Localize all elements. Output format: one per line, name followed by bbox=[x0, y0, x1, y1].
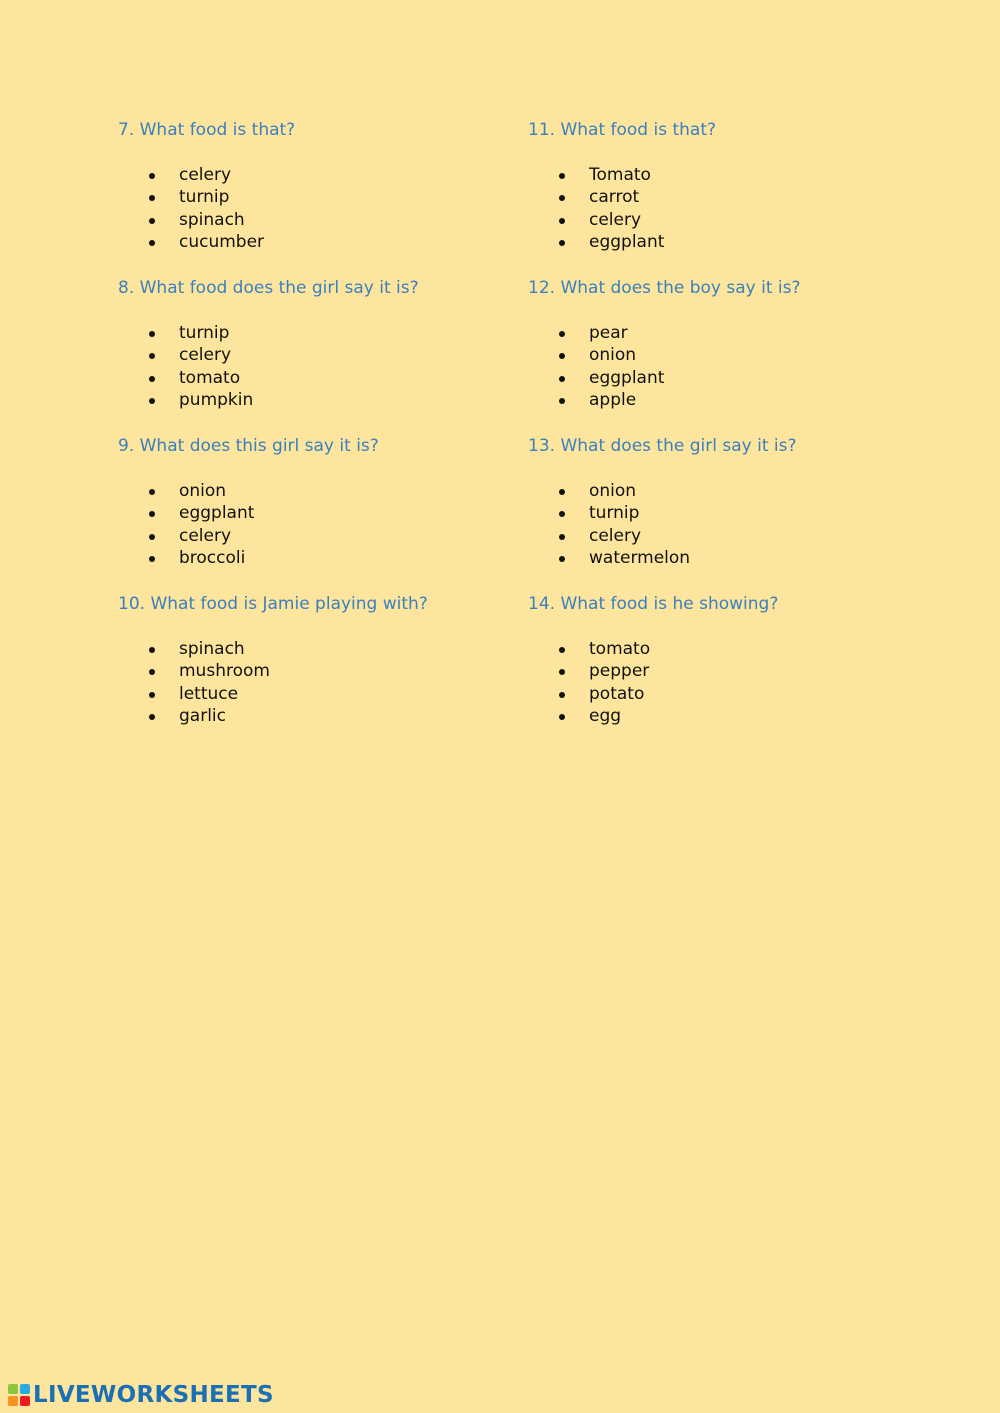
option-label: broccoli bbox=[179, 547, 246, 568]
bullet-icon bbox=[149, 353, 155, 359]
bullet-icon bbox=[559, 511, 565, 517]
question-title: 10. What food is Jamie playing with? bbox=[118, 594, 428, 614]
answer-option[interactable] bbox=[528, 389, 928, 411]
option-label: celery bbox=[179, 165, 232, 185]
bullet-icon bbox=[559, 647, 565, 653]
answer-option[interactable] bbox=[528, 705, 928, 727]
answer-option[interactable] bbox=[528, 525, 928, 547]
bullet-icon bbox=[559, 489, 565, 495]
option-label: onion bbox=[589, 345, 637, 366]
option-label: spinach bbox=[179, 639, 245, 659]
bullet-icon bbox=[149, 240, 155, 246]
bullet-icon bbox=[559, 669, 565, 675]
answer-option[interactable] bbox=[528, 502, 928, 524]
option-label: eggplant bbox=[589, 231, 665, 252]
answer-option[interactable] bbox=[118, 209, 518, 231]
question-11 bbox=[528, 118, 928, 276]
bullet-icon bbox=[149, 195, 155, 201]
option-label: celery bbox=[589, 209, 642, 230]
answer-option[interactable] bbox=[118, 231, 518, 253]
bullet-icon bbox=[149, 556, 155, 562]
answer-option[interactable] bbox=[118, 525, 518, 547]
question-title: 14. What food is he showing? bbox=[528, 594, 779, 614]
answer-options bbox=[528, 322, 928, 411]
question-13 bbox=[528, 434, 928, 592]
option-label: turnip bbox=[179, 323, 230, 343]
option-label: celery bbox=[589, 525, 642, 546]
answer-option[interactable] bbox=[118, 705, 518, 727]
question-title: 9. What does this girl say it is? bbox=[118, 436, 379, 456]
bullet-icon bbox=[149, 398, 155, 404]
option-label: lettuce bbox=[179, 683, 239, 704]
answer-option[interactable] bbox=[528, 683, 928, 705]
option-label: onion bbox=[179, 481, 227, 501]
bullet-icon bbox=[559, 218, 565, 224]
answer-option[interactable] bbox=[528, 231, 928, 253]
question-9 bbox=[118, 434, 518, 592]
option-label: celery bbox=[179, 525, 232, 546]
bullet-icon bbox=[559, 376, 565, 382]
answer-option[interactable] bbox=[118, 389, 518, 411]
option-label: pear bbox=[589, 323, 628, 343]
option-label: eggplant bbox=[179, 503, 255, 524]
question-title: 8. What food does the girl say it is? bbox=[118, 278, 419, 298]
option-label: celery bbox=[179, 345, 232, 366]
option-label: eggplant bbox=[589, 367, 665, 388]
question-title: 13. What does the girl say it is? bbox=[528, 436, 797, 456]
option-label: mushroom bbox=[179, 661, 270, 682]
option-label: egg bbox=[589, 705, 622, 726]
answer-options bbox=[118, 480, 518, 569]
answer-option[interactable] bbox=[118, 502, 518, 524]
liveworksheets-logo-icon bbox=[8, 1384, 30, 1406]
answer-option[interactable] bbox=[118, 344, 518, 366]
left-question-column bbox=[118, 118, 518, 750]
question-8 bbox=[118, 276, 518, 434]
bullet-icon bbox=[559, 331, 565, 337]
answer-option[interactable] bbox=[528, 186, 928, 208]
answer-option[interactable] bbox=[528, 322, 928, 344]
bullet-icon bbox=[149, 534, 155, 540]
answer-options bbox=[528, 638, 928, 727]
answer-options bbox=[118, 638, 518, 727]
option-label: turnip bbox=[179, 187, 230, 208]
bullet-icon bbox=[559, 173, 565, 179]
answer-option[interactable] bbox=[118, 660, 518, 682]
bullet-icon bbox=[559, 398, 565, 404]
answer-options bbox=[118, 164, 518, 253]
bullet-icon bbox=[559, 240, 565, 246]
liveworksheets-logo[interactable] bbox=[8, 1380, 274, 1410]
answer-option[interactable] bbox=[118, 547, 518, 569]
answer-options bbox=[528, 480, 928, 569]
option-label: pumpkin bbox=[179, 389, 254, 410]
question-12 bbox=[528, 276, 928, 434]
question-14 bbox=[528, 592, 928, 750]
bullet-icon bbox=[149, 376, 155, 382]
answer-option[interactable] bbox=[528, 367, 928, 389]
answer-option[interactable] bbox=[118, 322, 518, 344]
bullet-icon bbox=[149, 173, 155, 179]
bullet-icon bbox=[149, 692, 155, 698]
bullet-icon bbox=[149, 331, 155, 337]
bullet-icon bbox=[149, 647, 155, 653]
answer-option[interactable] bbox=[528, 344, 928, 366]
answer-option[interactable] bbox=[118, 638, 518, 660]
bullet-icon bbox=[559, 692, 565, 698]
question-10 bbox=[118, 592, 518, 750]
bullet-icon bbox=[559, 195, 565, 201]
answer-option[interactable] bbox=[118, 480, 518, 502]
option-label: tomato bbox=[179, 367, 241, 388]
question-title: 11. What food is that? bbox=[528, 120, 717, 140]
bullet-icon bbox=[559, 556, 565, 562]
answer-option[interactable] bbox=[528, 164, 928, 186]
bullet-icon bbox=[559, 534, 565, 540]
answer-option[interactable] bbox=[528, 209, 928, 231]
bullet-icon bbox=[559, 714, 565, 720]
option-label: potato bbox=[589, 683, 645, 704]
answer-options bbox=[118, 322, 518, 411]
bullet-icon bbox=[149, 511, 155, 517]
option-label: turnip bbox=[589, 503, 640, 524]
bullet-icon bbox=[559, 353, 565, 359]
option-label: Tomato bbox=[589, 165, 651, 185]
bullet-icon bbox=[149, 669, 155, 675]
option-label: carrot bbox=[589, 187, 640, 208]
answer-option[interactable] bbox=[118, 186, 518, 208]
option-label: apple bbox=[589, 389, 637, 410]
answer-option[interactable] bbox=[118, 367, 518, 389]
option-label: pepper bbox=[589, 661, 650, 682]
option-label: onion bbox=[589, 481, 637, 501]
answer-option[interactable] bbox=[528, 638, 928, 660]
answer-option[interactable] bbox=[528, 660, 928, 682]
bullet-icon bbox=[149, 714, 155, 720]
logo-text: LIVEWORKSHEETS bbox=[33, 1382, 274, 1408]
question-title: 12. What does the boy say it is? bbox=[528, 278, 801, 298]
answer-option[interactable] bbox=[118, 683, 518, 705]
question-7 bbox=[118, 118, 518, 276]
option-label: watermelon bbox=[589, 547, 691, 568]
answer-options bbox=[528, 164, 928, 253]
bullet-icon bbox=[149, 489, 155, 495]
option-label: tomato bbox=[589, 639, 651, 659]
right-question-column bbox=[528, 118, 928, 750]
answer-option[interactable] bbox=[528, 480, 928, 502]
question-title: 7. What food is that? bbox=[118, 120, 296, 140]
option-label: garlic bbox=[179, 705, 226, 726]
option-label: spinach bbox=[179, 209, 245, 230]
option-label: cucumber bbox=[179, 231, 265, 252]
answer-option[interactable] bbox=[118, 164, 518, 186]
answer-option[interactable] bbox=[528, 547, 928, 569]
bullet-icon bbox=[149, 218, 155, 224]
